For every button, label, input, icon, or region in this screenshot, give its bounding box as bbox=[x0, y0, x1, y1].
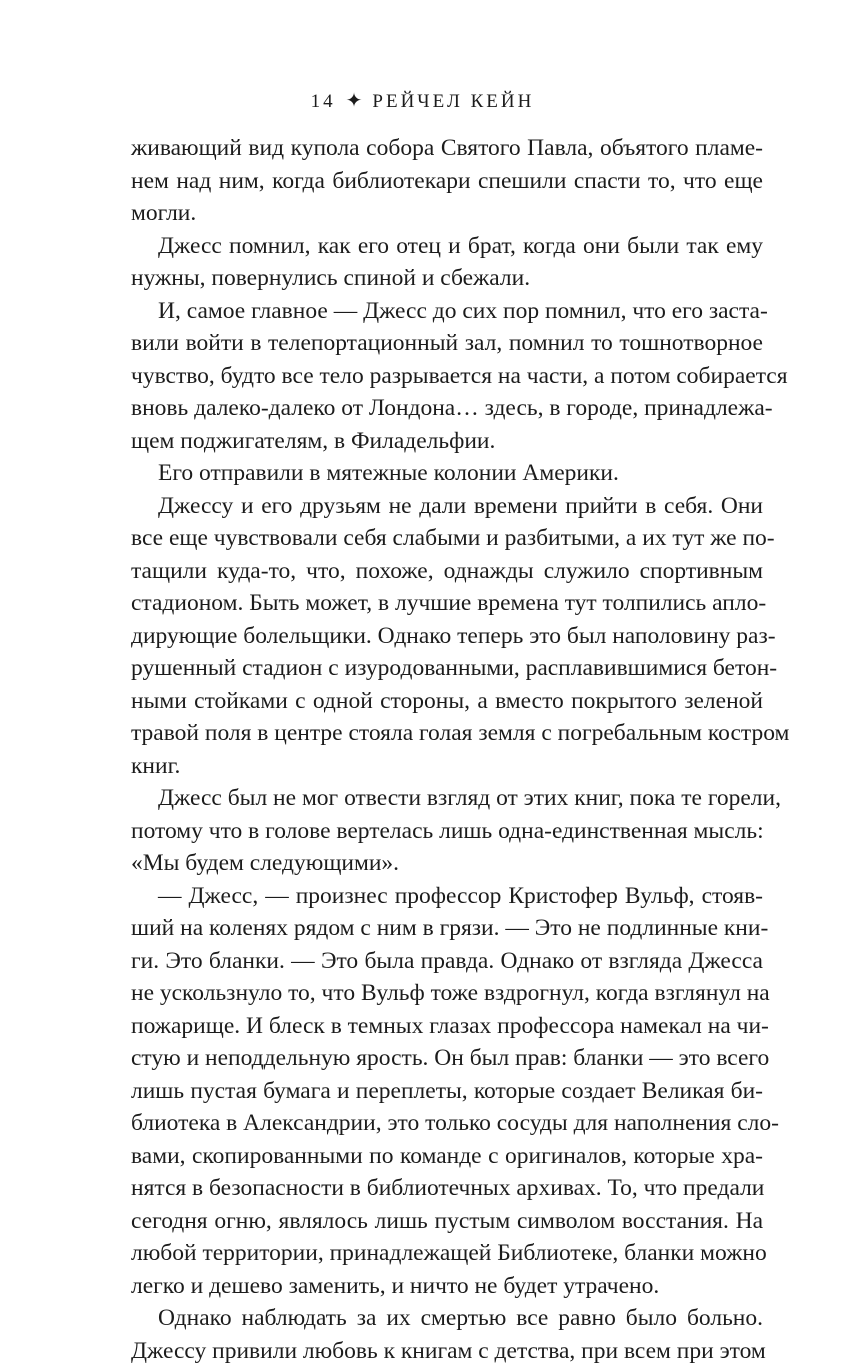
text-line: могли. bbox=[131, 197, 763, 230]
text-line: рушенный стадион с изуродованными, расплавившимися бетон- bbox=[131, 652, 763, 685]
text-line: ги. Это бланки. — Это была правда. Однако от взгляда Джесса bbox=[131, 945, 763, 978]
star-ornament-icon: ✦ bbox=[346, 88, 363, 113]
text-line: Джессу и его друзьям не дали времени прийти в себя. Они bbox=[131, 490, 763, 523]
text-line: все еще чувствовали себя слабыми и разбитыми, а их тут же по- bbox=[131, 522, 763, 555]
text-line: Джесс был не мог отвести взгляд от этих книг, пока те горели, bbox=[131, 782, 763, 815]
text-line: вновь далеко-далеко от Лондона… здесь, в городе, принадлежа- bbox=[131, 392, 763, 425]
text-line: чувство, будто все тело разрывается на части, а потом собирается bbox=[131, 360, 763, 393]
text-line: любой территории, принадлежащей Библиотеке, бланки можно bbox=[131, 1237, 763, 1270]
text-line: тащили куда-то, что, похоже, однажды служило спортивным bbox=[131, 555, 763, 588]
text-line: — Джесс, — произнес профессор Кристофер Вульф, стояв- bbox=[131, 880, 763, 913]
text-line: книг. bbox=[131, 750, 763, 783]
text-line: живающий вид купола собора Святого Павла, объятого пламе- bbox=[131, 132, 763, 165]
text-line: Джессу привили любовь к книгам с детства, при всем при этом bbox=[131, 1335, 763, 1367]
page-number: 14 bbox=[311, 91, 336, 112]
text-line: вили войти в телепортационный зал, помнил то тошнотворное bbox=[131, 327, 763, 360]
text-line: потому что в голове вертелась лишь одна-единственная мысль: bbox=[131, 815, 763, 848]
text-line: И, самое главное — Джесс до сих пор помнил, что его заста- bbox=[131, 295, 763, 328]
text-line: Однако наблюдать за их смертью все равно было больно. bbox=[131, 1302, 763, 1335]
text-line: стую и неподдельную ярость. Он был прав: бланки — это всего bbox=[131, 1042, 763, 1075]
running-head bbox=[0, 88, 845, 113]
text-line: ший на коленях рядом с ним в грязи. — Это не подлинные кни- bbox=[131, 912, 763, 945]
text-line: Джесс помнил, как его отец и брат, когда они были так ему bbox=[131, 230, 763, 263]
text-line: нужны, повернулись спиной и сбежали. bbox=[131, 262, 763, 295]
author-name: РЕЙЧЕЛ КЕЙН bbox=[372, 91, 534, 112]
text-line: дирующие болельщики. Однако теперь это был наполовину раз- bbox=[131, 620, 763, 653]
text-line: Его отправили в мятежные колонии Америки. bbox=[131, 457, 763, 490]
text-line: легко и дешево заменить, и ничто не будет утрачено. bbox=[131, 1270, 763, 1303]
text-line: стадионом. Быть может, в лучшие времена тут толпились апло- bbox=[131, 587, 763, 620]
body-text bbox=[131, 132, 763, 1367]
text-line: блиотека в Александрии, это только сосуды для наполнения сло- bbox=[131, 1107, 763, 1140]
text-line: сегодня огню, являлось лишь пустым символом восстания. На bbox=[131, 1205, 763, 1238]
text-line: пожарище. И блеск в темных глазах профессора намекал на чи- bbox=[131, 1010, 763, 1043]
text-line: щем поджигателям, в Филадельфии. bbox=[131, 425, 763, 458]
text-line: вами, скопированными по команде с оригиналов, которые хра- bbox=[131, 1140, 763, 1173]
text-line: не ускользнуло то, что Вульф тоже вздрогнул, когда взглянул на bbox=[131, 977, 763, 1010]
text-line: «Мы будем следующими». bbox=[131, 847, 763, 880]
text-line: лишь пустая бумага и переплеты, которые создает Великая би- bbox=[131, 1075, 763, 1108]
text-line: нем над ним, когда библиотекари спешили спасти то, что еще bbox=[131, 165, 763, 198]
text-line: ными стойками с одной стороны, а вместо покрытого зеленой bbox=[131, 685, 763, 718]
text-line: нятся в безопасности в библиотечных архивах. То, что предали bbox=[131, 1172, 763, 1205]
text-line: травой поля в центре стояла голая земля с погребальным костром bbox=[131, 717, 763, 750]
